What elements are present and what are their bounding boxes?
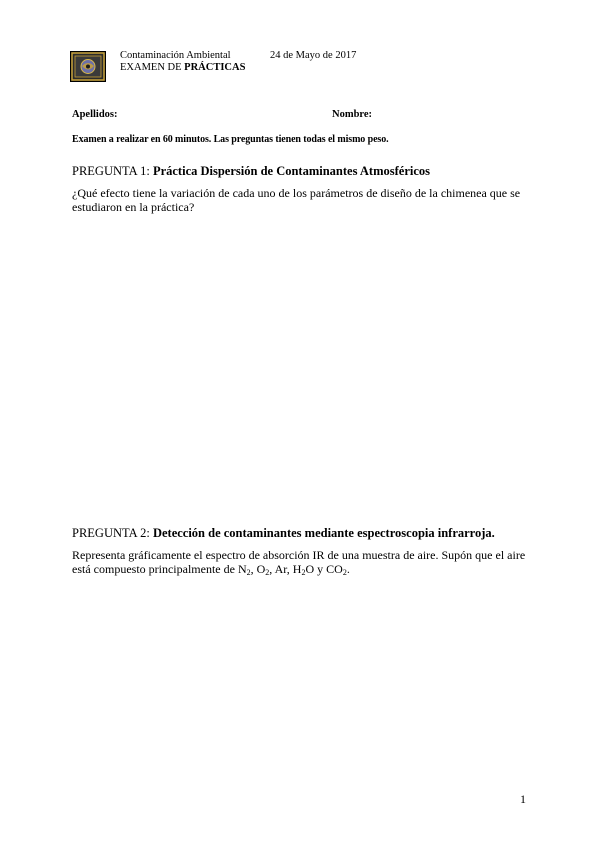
question-1-text: ¿Qué efecto tiene la variación de cada uno de los parámetros de diseño de la chimenea que se estudiaron en la práctica? — [72, 186, 521, 214]
q2-sub-co2: 2 — [342, 568, 347, 577]
question-2-heading: Detección de contaminantes mediante espectroscopia infrarroja. — [152, 526, 495, 540]
exam-type-bold: PRÁCTICAS — [184, 62, 246, 73]
q2-sub-o2: 2 — [265, 568, 270, 577]
q2-sub-n2: 2 — [246, 568, 251, 577]
page-number: 1 — [520, 792, 526, 806]
nombre-label: Nombre: — [332, 109, 373, 120]
apellidos-label: Apellidos: — [72, 109, 118, 120]
exam-date: 24 de Mayo de 2017 — [270, 50, 357, 61]
exam-type-prefix: EXAMEN DE — [120, 62, 185, 73]
answer-space-1 — [72, 220, 532, 520]
q2-text-a: está compuesto principalmente de N — [72, 562, 247, 576]
question-1-heading: Práctica Dispersión de Contaminantes Atmosféricos — [152, 164, 430, 178]
q2-text-b: , O — [250, 562, 266, 576]
exam-type — [120, 62, 245, 74]
exam-instructions: Examen a realizar en 60 minutos. Las preguntas tienen todas el mismo peso. — [72, 134, 389, 145]
question-2-line-1: Representa gráficamente el espectro de absorción IR de una muestra de aire. Supón que el aire — [72, 548, 526, 562]
q2-text-c: , Ar, H — [269, 562, 302, 576]
question-2-line-2 — [72, 562, 542, 576]
question-2-number: PREGUNTA 2: — [72, 526, 150, 540]
question-2-title — [72, 526, 495, 541]
question-1-number: PREGUNTA 1: — [72, 164, 150, 178]
question-1-title — [72, 164, 430, 179]
course-name: Contaminación Ambiental — [120, 50, 231, 61]
q2-sub-h2o: 2 — [301, 568, 306, 577]
q2-text-e: . — [346, 562, 350, 576]
q2-text-d: O y CO — [305, 562, 343, 576]
university-crest-icon — [70, 51, 106, 82]
question-2-text — [72, 548, 542, 576]
